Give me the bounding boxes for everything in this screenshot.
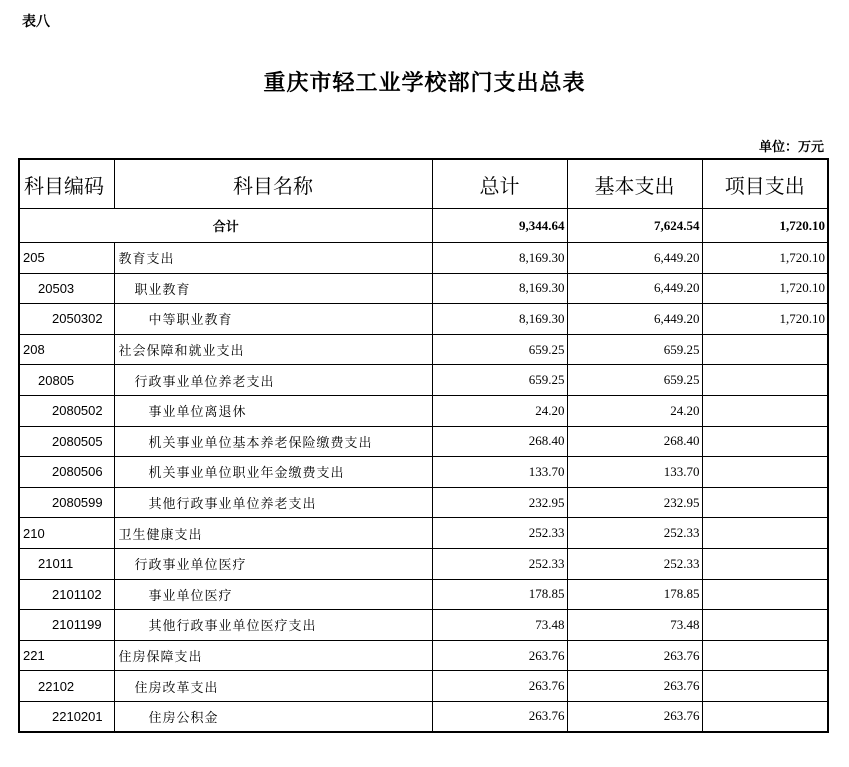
row-total: 659.25 (432, 365, 567, 396)
table-row (19, 487, 828, 518)
row-name: 住房保障支出 (114, 640, 432, 671)
row-total: 268.40 (432, 426, 567, 457)
row-code: 2080599 (19, 487, 114, 518)
row-basic: 232.95 (567, 487, 702, 518)
row-project (702, 457, 828, 488)
row-total: 263.76 (432, 701, 567, 732)
table-row (19, 518, 828, 549)
row-code: 2080506 (19, 457, 114, 488)
row-basic: 252.33 (567, 518, 702, 549)
row-name: 机关事业单位基本养老保险缴费支出 (114, 426, 432, 457)
row-basic: 659.25 (567, 334, 702, 365)
row-name: 住房改革支出 (114, 671, 432, 702)
row-code: 208 (19, 334, 114, 365)
row-name: 社会保障和就业支出 (114, 334, 432, 365)
table-row (19, 395, 828, 426)
row-total: 178.85 (432, 579, 567, 610)
table-body (19, 209, 828, 733)
row-basic: 263.76 (567, 701, 702, 732)
row-name: 卫生健康支出 (114, 518, 432, 549)
table-row (19, 640, 828, 671)
row-code: 21011 (19, 548, 114, 579)
header-total: 总计 (432, 159, 567, 209)
header-project: 项目支出 (702, 159, 828, 209)
row-name: 事业单位离退休 (114, 395, 432, 426)
row-project (702, 671, 828, 702)
row-basic: 133.70 (567, 457, 702, 488)
row-basic: 6,449.20 (567, 243, 702, 274)
row-total: 8,169.30 (432, 243, 567, 274)
row-code: 20805 (19, 365, 114, 396)
table-row (19, 304, 828, 335)
row-project: 1,720.10 (702, 273, 828, 304)
row-basic: 268.40 (567, 426, 702, 457)
row-name: 事业单位医疗 (114, 579, 432, 610)
row-project (702, 487, 828, 518)
row-total: 24.20 (432, 395, 567, 426)
row-total: 8,169.30 (432, 304, 567, 335)
table-row (19, 365, 828, 396)
row-name: 机关事业单位职业年金缴费支出 (114, 457, 432, 488)
row-code: 2101199 (19, 610, 114, 641)
table-row (19, 457, 828, 488)
row-code: 205 (19, 243, 114, 274)
header-row (19, 159, 828, 209)
row-code: 2210201 (19, 701, 114, 732)
table-row (19, 579, 828, 610)
row-total: 263.76 (432, 640, 567, 671)
row-basic: 24.20 (567, 395, 702, 426)
table-row (19, 334, 828, 365)
row-name: 职业教育 (114, 273, 432, 304)
row-total: 263.76 (432, 671, 567, 702)
row-name: 教育支出 (114, 243, 432, 274)
row-name: 行政事业单位医疗 (114, 548, 432, 579)
expenditure-table (18, 158, 829, 733)
row-name: 住房公积金 (114, 701, 432, 732)
total-label: 合计 (19, 209, 432, 243)
header-code: 科目编码 (19, 159, 114, 209)
row-project (702, 610, 828, 641)
row-project (702, 518, 828, 549)
row-code: 2101102 (19, 579, 114, 610)
row-code: 20503 (19, 273, 114, 304)
row-basic: 263.76 (567, 640, 702, 671)
row-total: 8,169.30 (432, 273, 567, 304)
table-row (19, 701, 828, 732)
row-total: 659.25 (432, 334, 567, 365)
row-total: 133.70 (432, 457, 567, 488)
unit-label: 单位：万元 (758, 140, 824, 155)
total-total: 9,344.64 (432, 209, 567, 243)
total-project: 1,720.10 (702, 209, 828, 243)
row-basic: 178.85 (567, 579, 702, 610)
row-total: 232.95 (432, 487, 567, 518)
row-name: 行政事业单位养老支出 (114, 365, 432, 396)
table-row (19, 610, 828, 641)
row-basic: 659.25 (567, 365, 702, 396)
row-project (702, 334, 828, 365)
row-name: 中等职业教育 (114, 304, 432, 335)
total-basic: 7,624.54 (567, 209, 702, 243)
row-basic: 6,449.20 (567, 273, 702, 304)
row-project: 1,720.10 (702, 304, 828, 335)
header-name: 科目名称 (114, 159, 432, 209)
row-code: 2080502 (19, 395, 114, 426)
row-project (702, 395, 828, 426)
total-row (19, 209, 828, 243)
row-code: 210 (19, 518, 114, 549)
row-name: 其他行政事业单位医疗支出 (114, 610, 432, 641)
row-code: 221 (19, 640, 114, 671)
page-title: 重庆市轻工业学校部门支出总表 (263, 70, 586, 96)
row-code: 2050302 (19, 304, 114, 335)
row-project (702, 365, 828, 396)
row-total: 73.48 (432, 610, 567, 641)
row-project (702, 426, 828, 457)
table-row (19, 426, 828, 457)
table-row (19, 273, 828, 304)
row-project (702, 548, 828, 579)
row-project (702, 640, 828, 671)
table-row (19, 243, 828, 274)
row-code: 2080505 (19, 426, 114, 457)
row-code: 22102 (19, 671, 114, 702)
table-row (19, 671, 828, 702)
header-basic: 基本支出 (567, 159, 702, 209)
table-number-label: 表八 (22, 14, 50, 30)
row-basic: 73.48 (567, 610, 702, 641)
row-basic: 252.33 (567, 548, 702, 579)
row-project (702, 701, 828, 732)
row-total: 252.33 (432, 548, 567, 579)
row-total: 252.33 (432, 518, 567, 549)
row-name: 其他行政事业单位养老支出 (114, 487, 432, 518)
row-basic: 263.76 (567, 671, 702, 702)
row-project: 1,720.10 (702, 243, 828, 274)
table-row (19, 548, 828, 579)
row-project (702, 579, 828, 610)
row-basic: 6,449.20 (567, 304, 702, 335)
